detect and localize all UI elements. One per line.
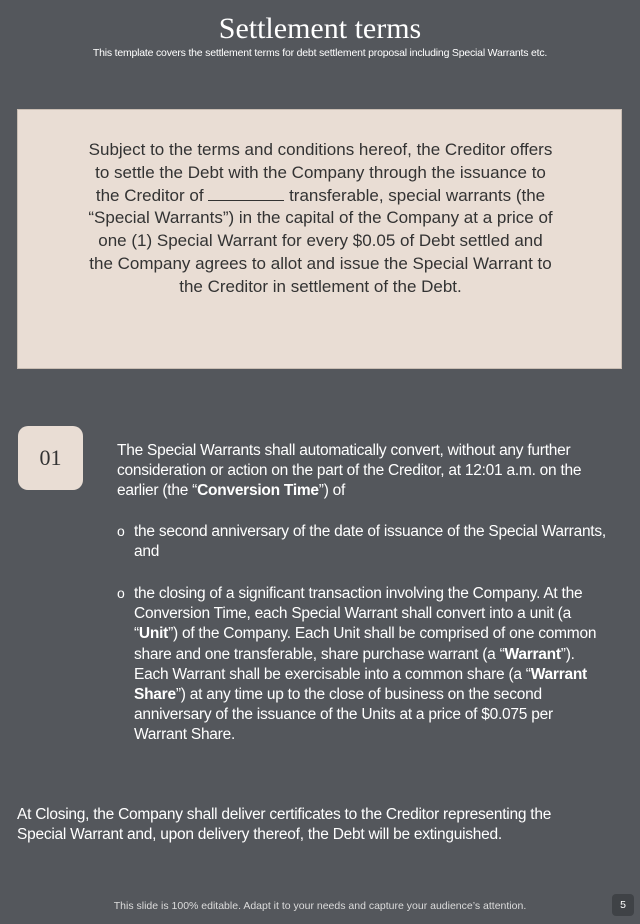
offer-text-part-1: Subject to the terms and conditions hereof, the Creditor offers to settle the Debt with the Company through the issuance to the Creditor of bbox=[88, 140, 553, 205]
bullet2-bold-warrant: Warrant bbox=[504, 645, 561, 663]
page-subtitle: This template covers the settlement terms for debt settlement proposal including Special Warrants etc. bbox=[92, 47, 548, 59]
bullet2-text-4: ”) at any time up to the close of business on the second anniversary of the issuance of the Units at a price of $0.075 per Warrant Share. bbox=[134, 686, 553, 744]
bullet2-bold-warrant-share: Warrant Share bbox=[134, 665, 587, 704]
bullet-marker-2: o bbox=[117, 585, 125, 601]
section-number-badge: 01 bbox=[18, 426, 83, 490]
bullet2-text-2: ”) of the Company. Each Unit shall be comprised of one common share and one transferable, share purchase warrant (a “ bbox=[134, 625, 597, 663]
bullet2-text-3: ”). Each Warrant shall be exercisable into a common share (a “ bbox=[134, 645, 575, 683]
bullet2-bold-unit: Unit bbox=[138, 625, 169, 643]
intro-bold-term: Conversion Time bbox=[197, 482, 319, 500]
page-number-badge: 5 bbox=[612, 894, 634, 916]
bullet2-text-1: the closing of a significant transaction involving the Company. At the Conversion Time, each Special Warrant shall convert into a unit (a “ bbox=[134, 585, 583, 643]
offer-box bbox=[17, 109, 622, 369]
conversion-intro bbox=[117, 441, 597, 502]
bullet-item-1: the second anniversary of the date of issuance of the Special Warrants, and bbox=[134, 523, 606, 561]
page-title: Settlement terms bbox=[218, 12, 422, 45]
blank-line bbox=[208, 186, 284, 201]
intro-text-2: ”) of bbox=[318, 482, 346, 500]
intro-text-1: The Special Warrants shall automatically convert, without any further consideration or action on the part of the Creditor, at 12:01 a.m. on the earlier (the “ bbox=[117, 442, 582, 500]
closing-paragraph: At Closing, the Company shall deliver certificates to the Creditor representing the Special Warrant and, upon delivery thereof, the Debt will be extinguished. bbox=[17, 806, 552, 844]
footer-note: This slide is 100% editable. Adapt it to your needs and capture your audience’s attention. bbox=[113, 900, 527, 912]
bullet-marker-1: o bbox=[117, 523, 125, 539]
offer-text-part-2: transferable, special warrants (the “Special Warrants”) in the capital of the Company at a price of one (1) Special Warrant for every $0.05 of Debt settled and the Company agrees to allot and issue the Special Warrant to the Creditor in settlement of the Debt. bbox=[88, 185, 553, 296]
bullet-item-2 bbox=[134, 584, 609, 746]
offer-text bbox=[88, 139, 553, 299]
